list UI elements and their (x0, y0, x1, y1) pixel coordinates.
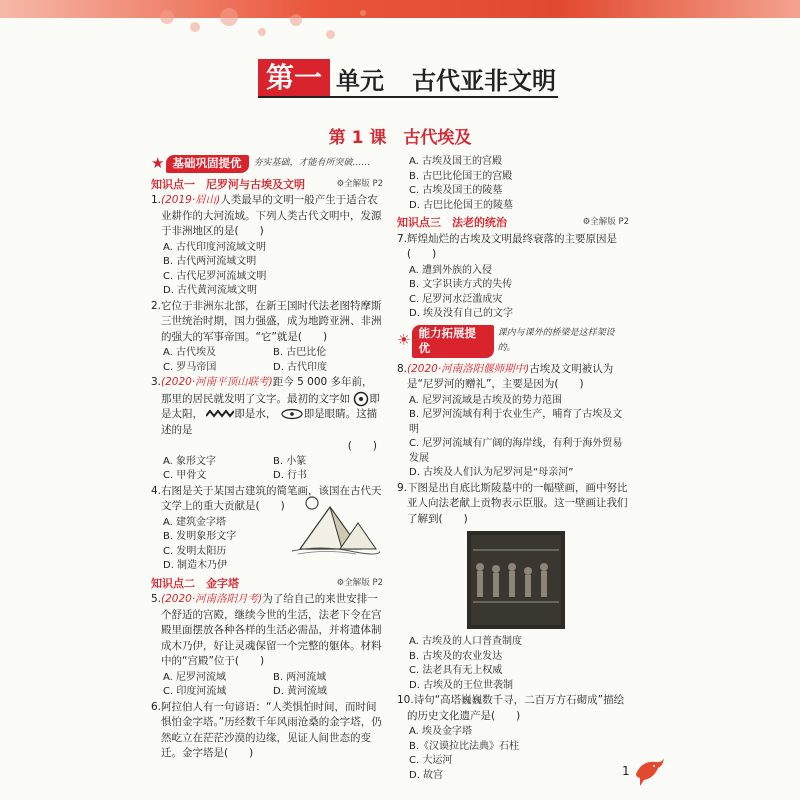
section-banner-extension (397, 325, 629, 358)
answer-paren: ( ) (347, 440, 377, 452)
option: A. 古埃及的人口普查制度 (409, 636, 523, 647)
kp-title: 知识点三 法老的统治 (397, 216, 507, 229)
kp-reference: ⚙全解版 P2 (582, 217, 629, 227)
option: B. 古埃及的农业发达 (409, 650, 503, 662)
knowledge-point-2 (151, 576, 383, 592)
option-row: A. 古代埃及 B. 古巴比伦 (163, 347, 327, 358)
option: A. 古代印度河流域文明 (163, 241, 267, 253)
option: D. 古代黄河流域文明 (163, 285, 258, 296)
eye-glyph-icon (280, 408, 304, 420)
option: C. 发明太阳历 (163, 545, 227, 557)
option-row: A. 尼罗河流域 B. 两河流域 (163, 671, 327, 683)
option: A. 埃及金字塔 (409, 726, 473, 737)
section-tag: 基础巩固提优 (166, 155, 249, 173)
option: B. 尼罗河流域有利于农业生产，哺育了古埃及文明 (409, 409, 623, 435)
question-2: 2.它位于非洲东北部，在新王国时代法老图特摩斯三世统治时期，国力强盛，成为地跨亚洲、非洲的强大的军事帝国。“它”就是( ) (151, 299, 382, 343)
question-10: 10.诗句“高塔巍巍数千寻，二百万方石砌成”描绘的历史文化遗产是( ) (397, 694, 625, 722)
option: B. 古代两河流域文明 (163, 256, 257, 267)
question-7: 7.辉煌灿烂的古埃及文明最终衰落的主要原因是( ) (397, 232, 618, 260)
option: D. 制造木乃伊 (163, 560, 228, 571)
unit-name: 古代亚非文明 (412, 66, 557, 95)
dolphin-icon (632, 754, 666, 788)
option: B. 发明象形文字 (163, 531, 237, 542)
kp-title: 知识点二 金字塔 (151, 576, 239, 590)
option: C. 尼罗河水泛滥成灾 (409, 293, 503, 305)
sun-glyph-icon (353, 391, 369, 407)
kp-title: 知识点一 尼罗河与古埃及文明 (151, 177, 305, 191)
kp-reference: ⚙全解版 P2 (336, 178, 383, 189)
unit-number-box: 第一 (258, 59, 330, 97)
option-row: A. 象形文字 B. 小篆 (163, 455, 307, 467)
gear-icon: ⚙ (582, 217, 591, 227)
knowledge-point-1 (151, 177, 383, 193)
option: D. 古埃及的王位世袭制 (409, 679, 514, 691)
option: C. 法老具有无上权威 (409, 665, 503, 676)
option: B.《汉谟拉比法典》石柱 (409, 740, 520, 752)
question-6: 6.阿拉伯人有一句谚语：“人类惧怕时间，而时间惧怕金字塔。”历经数千年风雨沧桑的金字塔，仍然屹立在茫茫沙漠的边缘，见证人间世态的变迁。金字塔是( ) (151, 700, 382, 759)
right-column (397, 155, 629, 783)
option: A. 尼罗河流域是古埃及的势力范围 (409, 394, 563, 406)
unit-label: 单元 (336, 66, 385, 95)
option: B. 古巴比伦国王的宫殿 (409, 170, 513, 182)
option: B. 文字识读方式的失传 (409, 279, 513, 290)
gear-icon: ⚙ (336, 178, 345, 189)
left-column (151, 155, 383, 763)
page-number: 1 (622, 764, 630, 778)
question-9: 9.下图是出自底比斯陵墓中的一幅壁画，画中努比亚人向法老献上贡物表示臣服。这一壁画让我们了解到( ) (397, 481, 628, 525)
option: C. 尼罗河流域有广阔的海岸线，有利于海外贸易发展 (409, 438, 623, 464)
question-5: 5.(2020·河南洛阳月考)为了给自己的来世安排一个舒适的宫殿，继续今世的生活，法老下令在宫殿里面摆放各种各样的生活必需品，并将遗体制成木乃伊，好让灵魂保留一个完整的躯体。材料中的“宫殿”位于( ) (151, 593, 382, 667)
question-1: 1.(2019·眉山)人类最早的文明一般产生于适合农业耕作的大河流域。下列人类古代文明中，发源于非洲地区的是( ) (151, 194, 382, 237)
decorative-dots (150, 0, 450, 50)
kp-reference: ⚙全解版 P2 (336, 577, 383, 588)
pyramid-sketch (290, 493, 380, 555)
option: C. 古埃及国王的陵墓 (409, 185, 503, 196)
option: C. 古代尼罗河流域文明 (163, 270, 267, 282)
option: D. 故宫 (409, 769, 444, 781)
section-banner-basic (151, 155, 383, 173)
option: A. 古埃及国王的宫殿 (409, 156, 503, 167)
option: A. 建筑金字塔 (163, 516, 227, 528)
option: D. 古埃及人们认为尼罗河是“母亲河” (409, 467, 574, 478)
section-tag: 能力拓展提优 (412, 325, 493, 358)
question-8: 8.(2020·河南洛阳偃师期中)古埃及文明被认为是“尼罗河的赠礼”，主要是因为( ) (397, 362, 614, 390)
section-subtitle: 课内与课外的桥梁是这样架设的。 (497, 327, 615, 353)
option: A. 遭到外族的入侵 (409, 264, 493, 276)
section-subtitle: 夯实基础，才能有所突破…… (253, 158, 371, 168)
option-row: C. 罗马帝国 D. 古代印度 (163, 361, 328, 373)
knowledge-point-3 (397, 215, 629, 231)
option: D. 埃及没有自己的文字 (409, 308, 514, 319)
tomb-mural-image (467, 531, 565, 629)
option: C. 大运河 (409, 755, 453, 766)
unit-title (258, 58, 556, 98)
gear-icon: ⚙ (336, 577, 345, 588)
star-icon: ★ (151, 154, 165, 172)
option-row: C. 甲骨文 D. 行书 (163, 470, 308, 481)
option: D. 古巴比伦国王的陵墓 (409, 199, 514, 211)
question-4: 4.右图是关于某国古建筑的简笔画，该国在古代天文学上的重大贡献是( ) (151, 484, 382, 512)
question-3: 3.(2020·河南平顶山联考)距今 5 000 多年前，那里的居民就发明了文字。最初的文字如 即是太阳， 即是水， 即是眼睛。这描述的是 (151, 376, 380, 436)
water-glyph-icon (206, 408, 234, 420)
unit-underline (258, 96, 558, 98)
option-row: C. 印度河流域 D. 黄河流域 (163, 686, 328, 697)
bulb-icon: ☀ (397, 331, 411, 350)
lesson-title: 第 1 课 古代埃及 (328, 128, 472, 148)
